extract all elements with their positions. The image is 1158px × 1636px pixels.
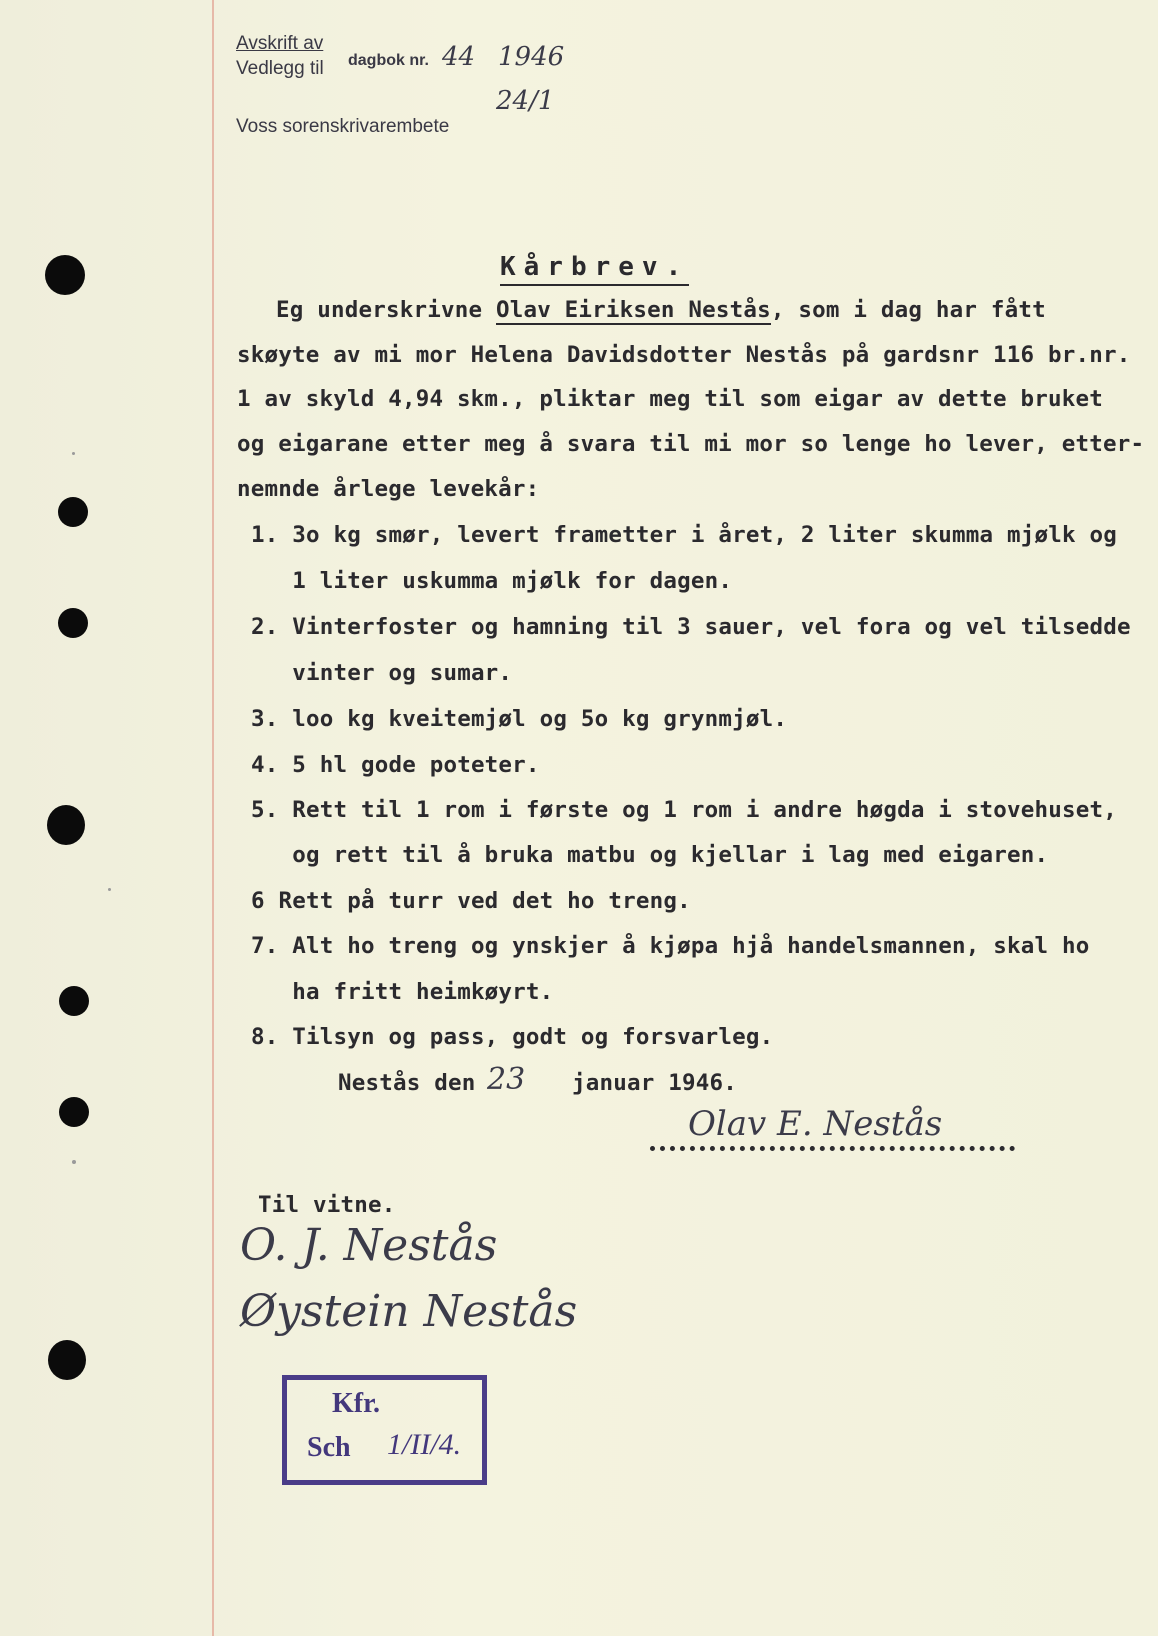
intro-start: Eg underskrivne (276, 297, 496, 323)
intro-end: , som i dag har fått (770, 297, 1046, 323)
speck (108, 888, 111, 891)
list-item: vinter og sumar. (251, 660, 513, 686)
list-item: ha fritt heimkøyrt. (251, 979, 554, 1005)
list-item: og rett til å bruka matbu og kjellar i lag med eigaren. (251, 842, 1049, 868)
punch-hole (45, 255, 85, 295)
document-title: Kårbrev. (500, 252, 689, 286)
list-item: 1 liter uskumma mjølk for dagen. (251, 568, 733, 594)
list-item: 5. Rett til 1 rom i første og 1 rom i andre høgda i stovehuset, (251, 797, 1118, 823)
text-line: nemnde årlege levekår: (237, 476, 540, 502)
header-line-1: Avskrift av (236, 33, 324, 54)
owner-name: Olav Eiriksen Nestås (495, 297, 771, 323)
margin-line (212, 0, 214, 1636)
header-office: Voss sorenskrivarembete (236, 116, 450, 137)
witness-signature-2: Øystein Nestås (240, 1286, 578, 1337)
dagbok-label: dagbok nr. (348, 52, 429, 69)
punch-hole (58, 608, 88, 638)
dagbok-number: 44 (442, 42, 476, 72)
speck (72, 452, 75, 455)
signature-line (650, 1142, 1015, 1151)
speck (72, 1160, 76, 1164)
text-line (276, 297, 1046, 323)
date-place: Nestås den (338, 1070, 476, 1096)
stamp-handwritten: 1/II/4. (387, 1428, 462, 1461)
witness-signature-1: O. J. Nestås (240, 1220, 498, 1271)
witness-label: Til vitne. (258, 1192, 396, 1218)
punch-hole (47, 805, 85, 845)
list-item: 6 Rett på turr ved det ho treng. (251, 888, 691, 914)
reference-stamp (282, 1375, 487, 1485)
list-item: 7. Alt ho treng og ynskjer å kjøpa hjå handelsmannen, skal ho (251, 933, 1090, 959)
stamp-line-1: Kfr. (332, 1388, 380, 1419)
header-line-2: Vedlegg til (236, 58, 324, 79)
punch-hole (58, 497, 88, 527)
stamp-line-2: Sch (307, 1432, 351, 1463)
list-item: 4. 5 hl gode poteter. (251, 752, 540, 778)
list-item: 3. loo kg kveitemjøl og 5o kg grynmjøl. (251, 706, 788, 732)
list-item: 2. Vinterfoster og hamning til 3 sauer, vel fora og vel tilsedde (251, 614, 1131, 640)
date-day: 23 (487, 1062, 526, 1097)
punch-hole (59, 986, 89, 1016)
punch-hole (48, 1340, 86, 1380)
signature: Olav E. Nestås (688, 1104, 943, 1144)
punch-hole (59, 1097, 89, 1127)
text-line: skøyte av mi mor Helena Davidsdotter Nestås på gardsnr 116 br.nr. (237, 342, 1131, 368)
header-block (236, 30, 656, 140)
text-line: og eigarane etter meg å svara til mi mor so lenge ho lever, etter- (237, 431, 1145, 457)
list-item: 8. Tilsyn og pass, godt og forsvarleg. (251, 1024, 774, 1050)
text-line: 1 av skyld 4,94 skm., pliktar meg til som eigar av dette bruket (237, 386, 1104, 412)
header-date: 24/1 (496, 86, 555, 116)
list-item: 1. 3o kg smør, levert frametter i året, 2 liter skumma mjølk og (251, 522, 1118, 548)
header-year: 1946 (498, 42, 565, 72)
date-rest: januar 1946. (572, 1070, 737, 1096)
